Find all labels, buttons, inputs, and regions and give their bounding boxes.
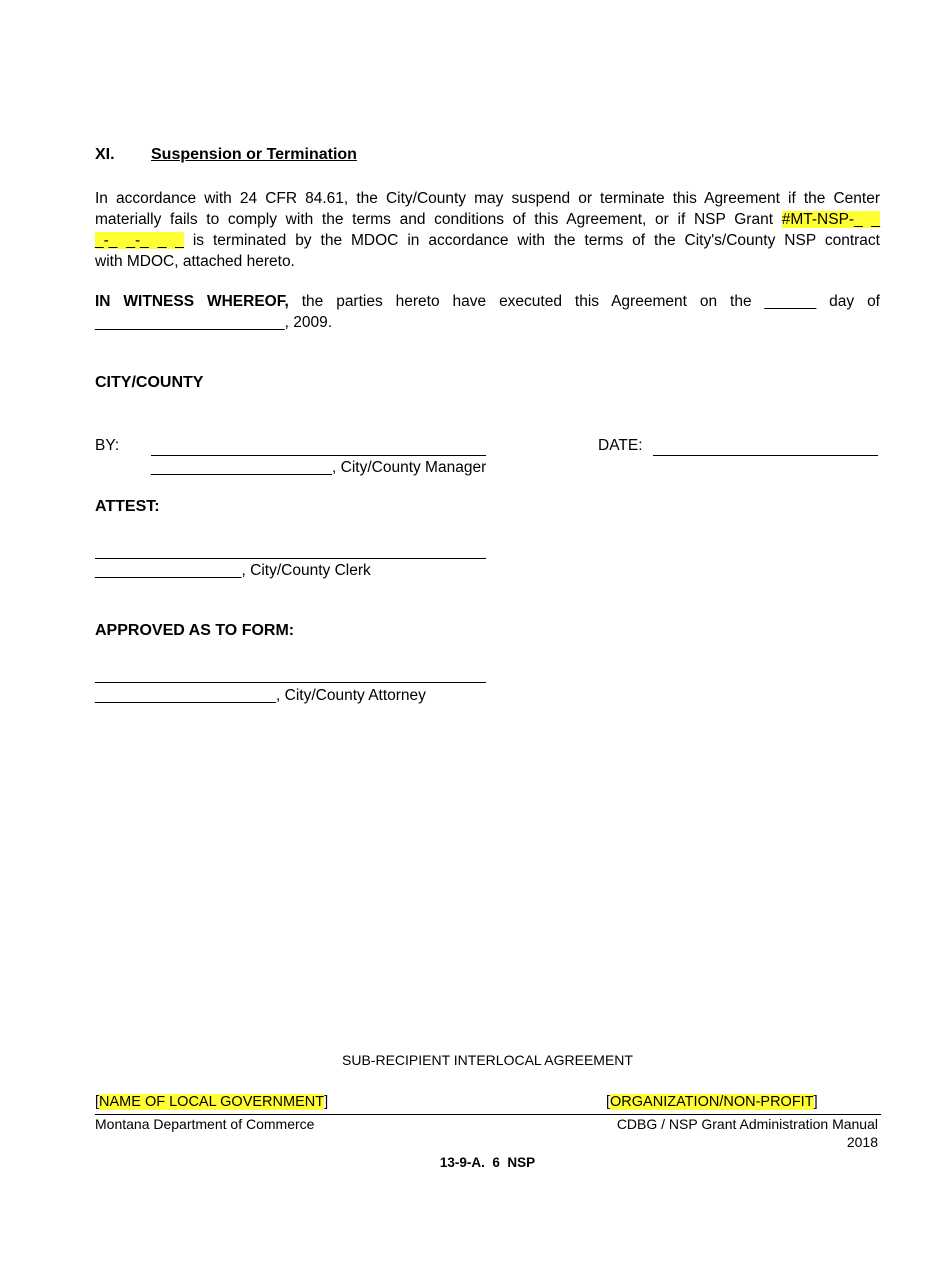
- footer-manual-title: CDBG / NSP Grant Administration Manual: [616, 1116, 878, 1132]
- attest-signature-line[interactable]: [95, 558, 486, 559]
- section-number: XI.: [95, 146, 115, 163]
- footer-left-org: Montana Department of Commerce: [95, 1116, 315, 1132]
- witness-text: the parties hereto have executed this Agreement on the ______ day of: [301, 293, 880, 310]
- witness-line: [95, 291, 880, 312]
- approved-heading: APPROVED AS TO FORM:: [95, 622, 295, 639]
- by-signature-line[interactable]: [151, 455, 486, 456]
- date-signature-line[interactable]: [653, 455, 878, 456]
- paragraph-text: is terminated by the MDOC in accordance with the terms of the City's/County NSP contract: [192, 232, 880, 249]
- organization-highlight: ORGANIZATION/NON-PROFIT: [610, 1094, 814, 1110]
- footer-year: 2018: [846, 1134, 878, 1150]
- grant-number-highlight: _-_ _-_ _ _: [95, 232, 184, 249]
- by-label: BY:: [95, 437, 120, 454]
- attest-heading: ATTEST:: [95, 498, 160, 515]
- footer-divider: [95, 1114, 881, 1115]
- local-gov-field: [NAME OF LOCAL GOVERNMENT]: [95, 1094, 329, 1110]
- paragraph-line: [95, 209, 880, 230]
- paragraph-line: In accordance with 24 CFR 84.61, the City/County may suspend or terminate this Agreement if the Center: [95, 190, 880, 207]
- paragraph-line: with MDOC, attached hereto.: [95, 253, 295, 270]
- agreement-title: SUB-RECIPIENT INTERLOCAL AGREEMENT: [342, 1052, 633, 1068]
- local-gov-highlight: NAME OF LOCAL GOVERNMENT: [99, 1094, 325, 1110]
- manager-line: _____________________, City/County Manager: [151, 459, 487, 476]
- witness-lead: IN WITNESS WHEREOF,: [95, 293, 289, 310]
- grant-number-highlight: #MT-NSP-_ _: [781, 211, 881, 228]
- page-identifier: 13-9-A. 6 NSP: [439, 1155, 536, 1170]
- witness-line: ______________________, 2009.: [95, 314, 333, 331]
- clerk-line: _________________, City/County Clerk: [95, 562, 371, 579]
- city-county-heading: CITY/COUNTY: [95, 374, 204, 391]
- witness-paragraph: [95, 291, 880, 333]
- suspension-paragraph: [95, 188, 880, 272]
- attorney-line: _____________________, City/County Attorney: [95, 687, 426, 704]
- section-title: Suspension or Termination: [151, 146, 357, 163]
- organization-field: [ORGANIZATION/NON-PROFIT]: [606, 1094, 818, 1110]
- approved-signature-line[interactable]: [95, 682, 486, 683]
- paragraph-line: [95, 230, 880, 251]
- date-label: DATE:: [598, 437, 643, 454]
- paragraph-text: materially fails to comply with the terms and conditions of this Agreement, or if NSP Grant: [95, 211, 774, 228]
